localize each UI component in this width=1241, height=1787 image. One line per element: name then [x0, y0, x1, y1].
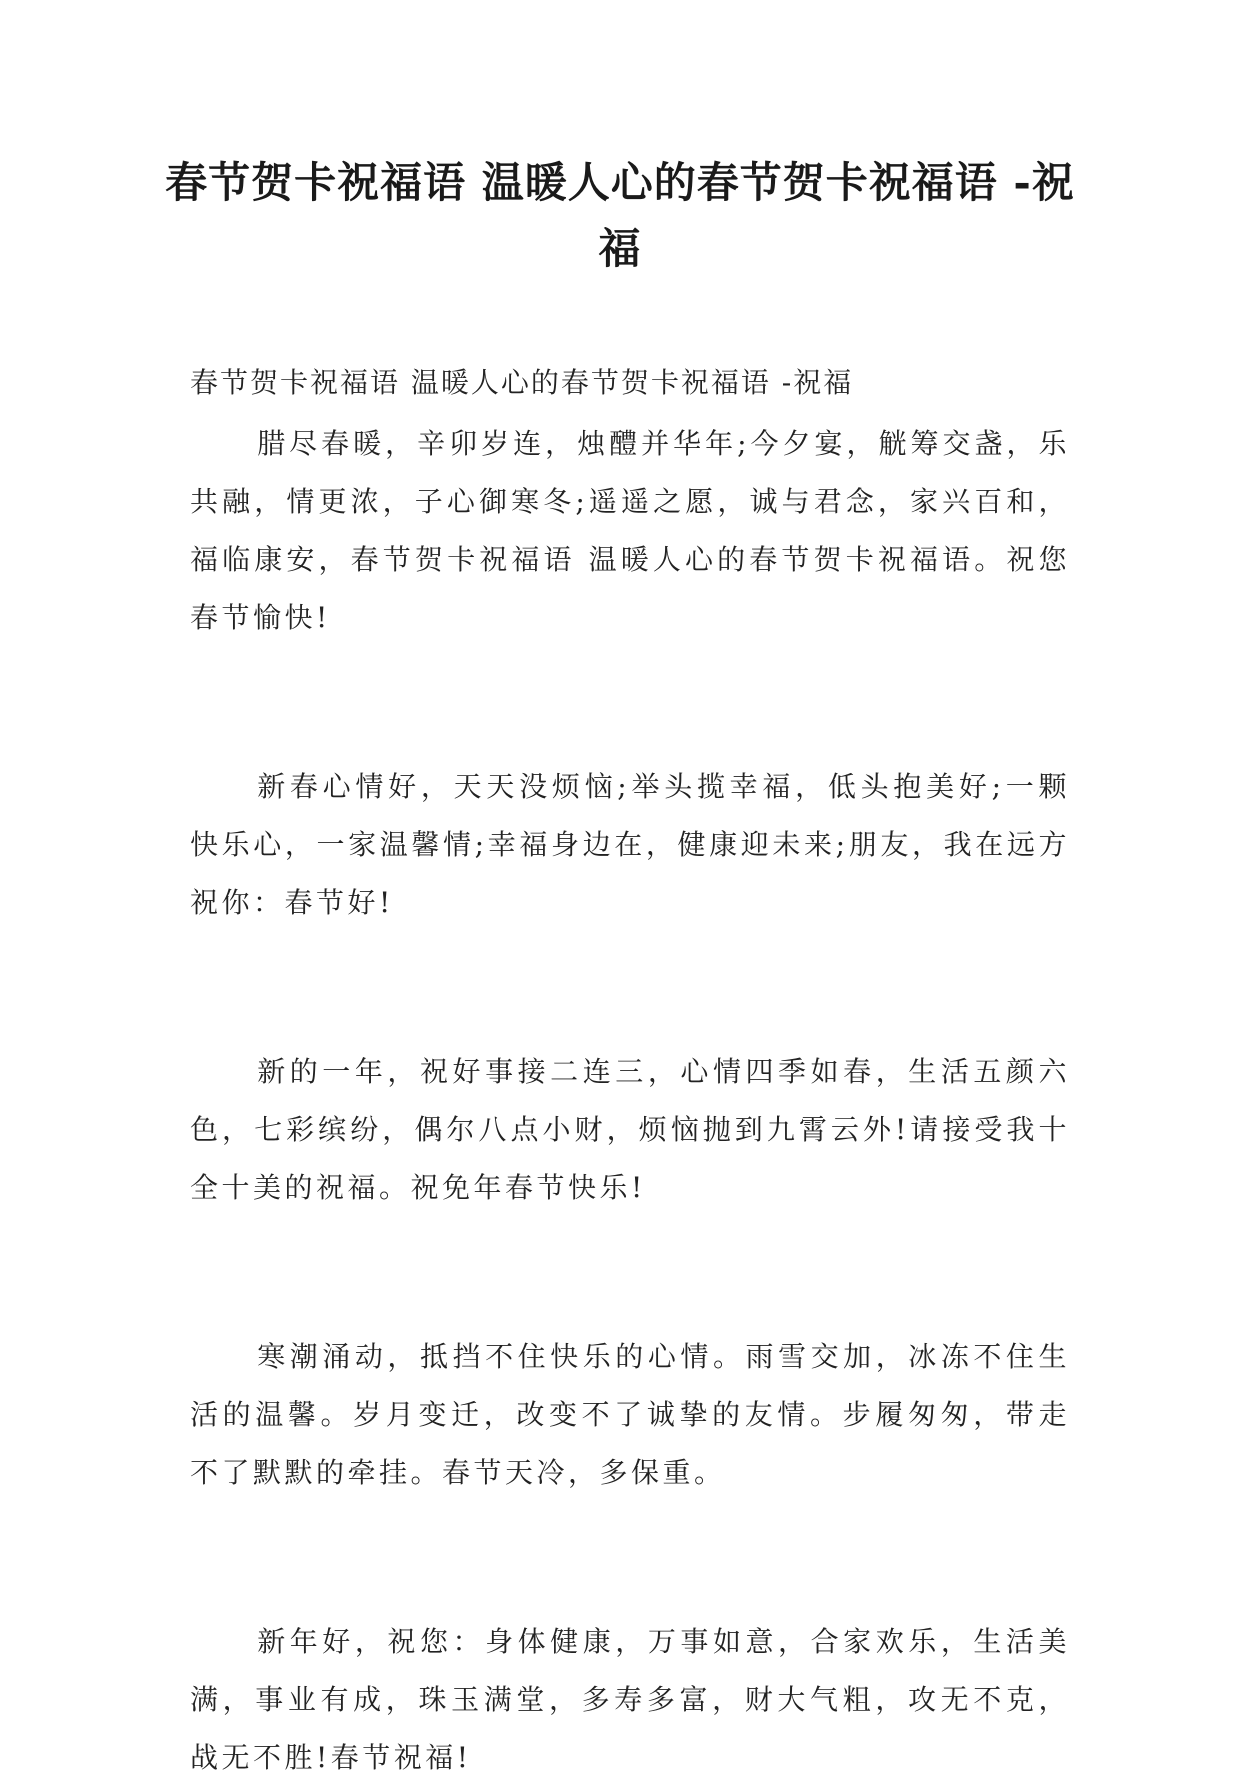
document-body: [190, 355, 1070, 1787]
paragraph-5: 新年好，祝您：身体健康，万事如意，合家欢乐，生活美满，事业有成，珠玉满堂，多寿多富，财大气粗，攻无不克，战无不胜!春节祝福!: [190, 1625, 1070, 1774]
paragraph-1: 腊尽春暖，辛卯岁连，烛醴并华年;今夕宴，觥筹交盏，乐共融，情更浓，子心御寒冬;遥遥之愿，诚与君念，家兴百和，福临康安，春节贺卡祝福语 温暖人心的春节贺卡祝福语。祝您春节愉快!: [190, 427, 1070, 634]
document-subtitle: 春节贺卡祝福语 温暖人心的春节贺卡祝福语 -祝福: [190, 366, 854, 399]
paragraph-4: 寒潮涌动，抵挡不住快乐的心情。雨雪交加，冰冻不住生活的温馨。岁月变迁，改变不了诚挚的友情。步履匆匆，带走不了默默的牵挂。春节天冷，多保重。: [190, 1340, 1070, 1489]
page-title: 春节贺卡祝福语 温暖人心的春节贺卡祝福语 -祝福: [165, 158, 1075, 273]
paragraph-3: 新的一年，祝好事接二连三，心情四季如春，生活五颜六色，七彩缤纷，偶尔八点小财，烦恼抛到九霄云外!请接受我十全十美的祝福。祝免年春节快乐!: [190, 1055, 1070, 1204]
paragraph-2: 新春心情好，天天没烦恼;举头揽幸福，低头抱美好;一颗快乐心，一家温馨情;幸福身边在，健康迎未来;朋友，我在远方祝你：春节好!: [190, 770, 1070, 919]
